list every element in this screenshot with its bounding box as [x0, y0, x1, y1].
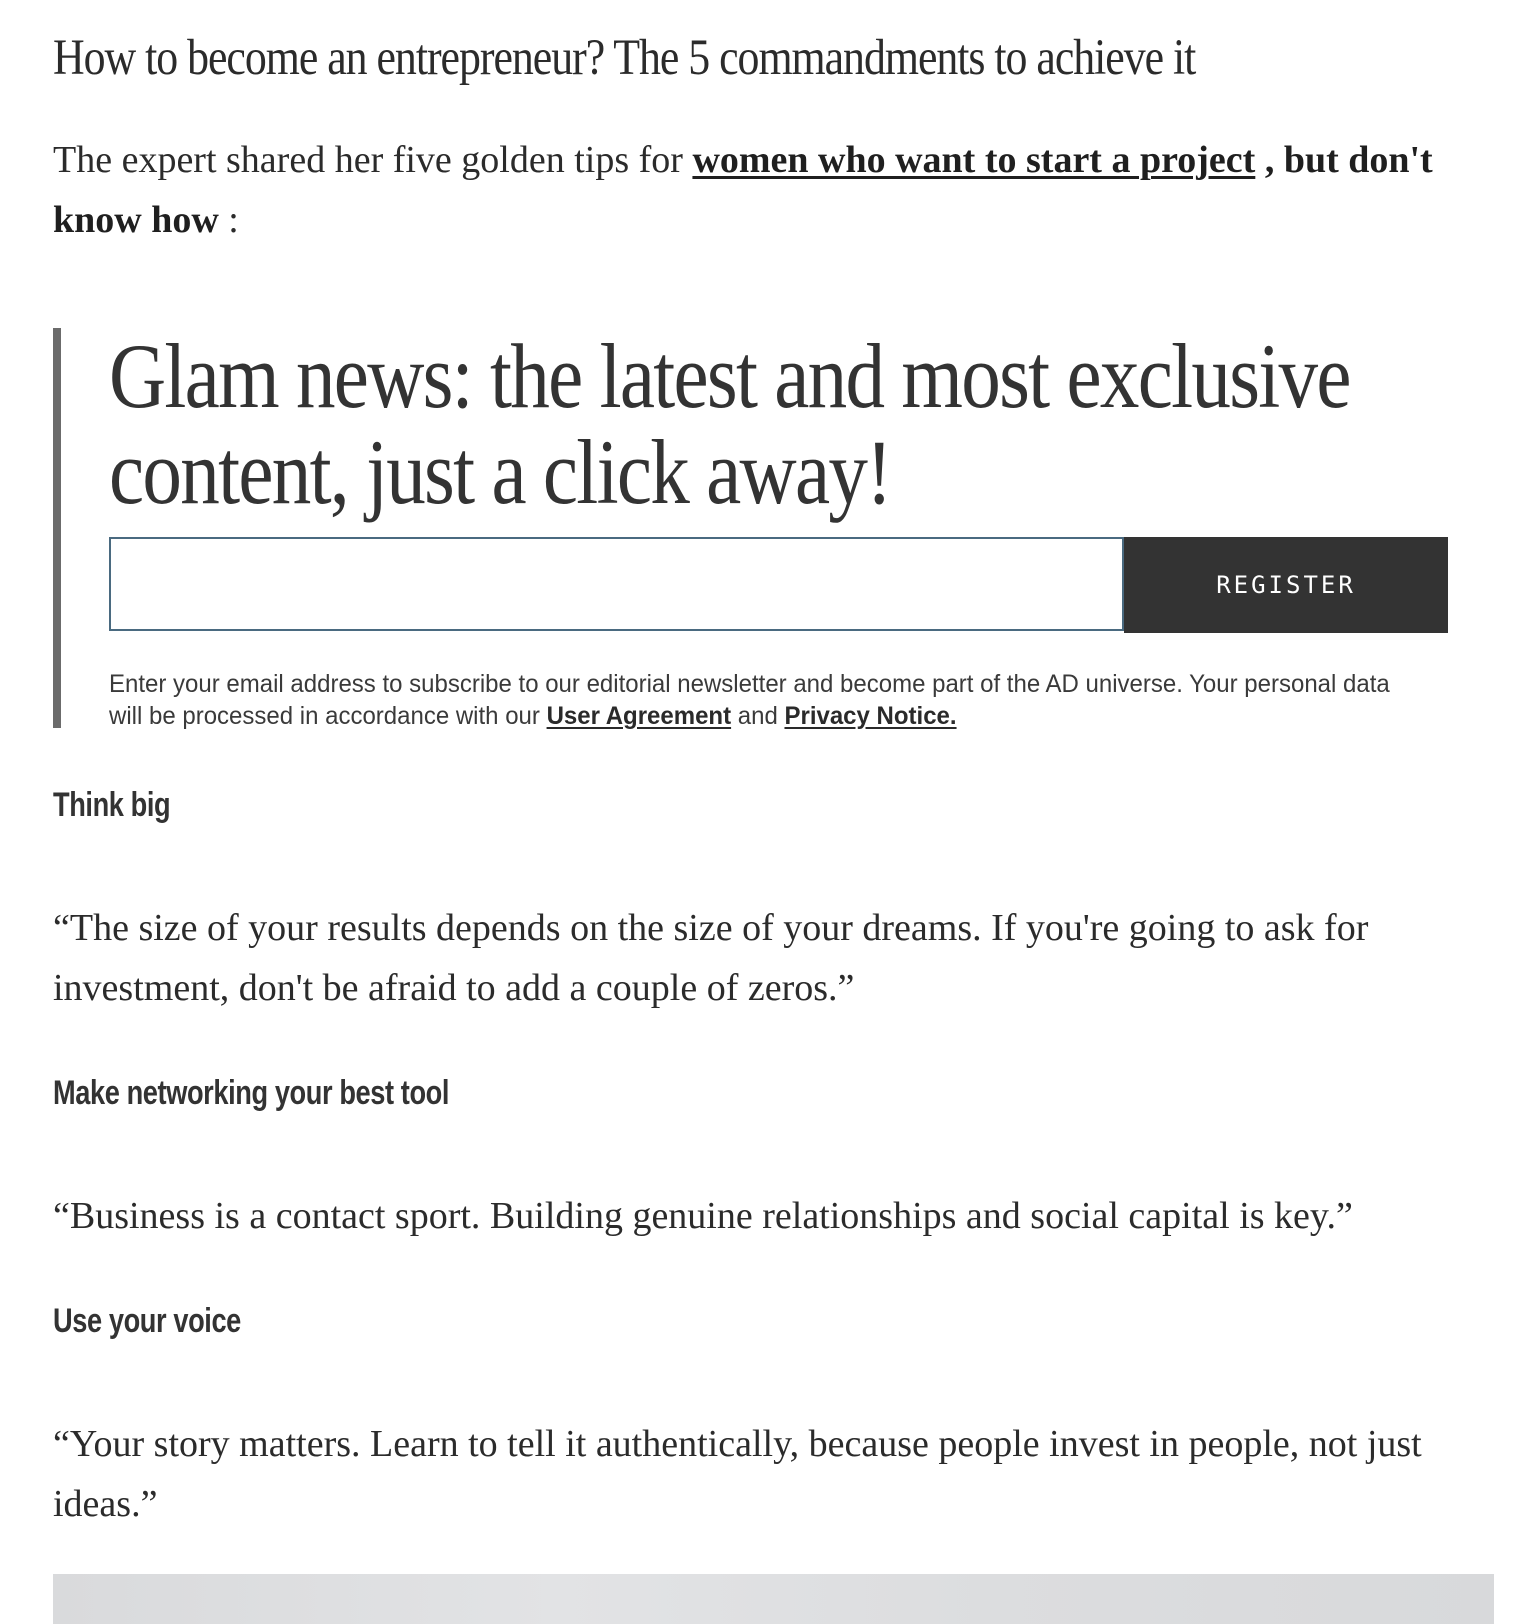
quote-voice: “Your story matters. Learn to tell it authentically, because people invest in people, not just ideas.”: [53, 1423, 1422, 1525]
intro-paragraph: [53, 130, 1483, 250]
intro-text: The expert shared her five golden tips for: [53, 139, 693, 181]
register-button[interactable]: REGISTER: [1124, 537, 1448, 633]
start-project-link[interactable]: women who want to start a project: [692, 139, 1256, 181]
disclaimer-and: and: [731, 702, 785, 730]
email-input[interactable]: [109, 537, 1124, 631]
user-agreement-link[interactable]: User Agreement: [546, 702, 732, 730]
newsletter-heading: Glam news: the latest and most exclusive content, just a click away!: [109, 325, 1350, 523]
newsletter-disclaimer: [109, 668, 1415, 732]
section-title: How to become an entrepreneur? The 5 commandments to achieve it: [53, 30, 1196, 86]
intro-bold-text: , but don't know how: [53, 139, 1433, 241]
section-heading-networking: Make networking your best tool: [53, 1074, 450, 1112]
quote-think-big: “The size of your results depends on the size of your dreams. If you're going to ask for investment, don't be afraid to add a couple of zeros.”: [53, 907, 1369, 1009]
section-heading-voice: Use your voice: [53, 1302, 241, 1340]
quote-networking: “Business is a contact sport. Building genuine relationships and social capital is key.”: [53, 1195, 1353, 1237]
privacy-notice-link[interactable]: Privacy Notice.: [784, 702, 957, 730]
intro-colon: :: [218, 199, 239, 241]
newsletter-form: [109, 537, 1448, 633]
newsletter-signup: [53, 325, 1456, 730]
section-heading-think-big: Think big: [53, 786, 171, 824]
article-image: [53, 1574, 1494, 1624]
disclaimer-text: Enter your email address to subscribe to our editorial newsletter and become part of the AD universe. Your personal data will be processed in accordance with our: [109, 670, 1390, 730]
